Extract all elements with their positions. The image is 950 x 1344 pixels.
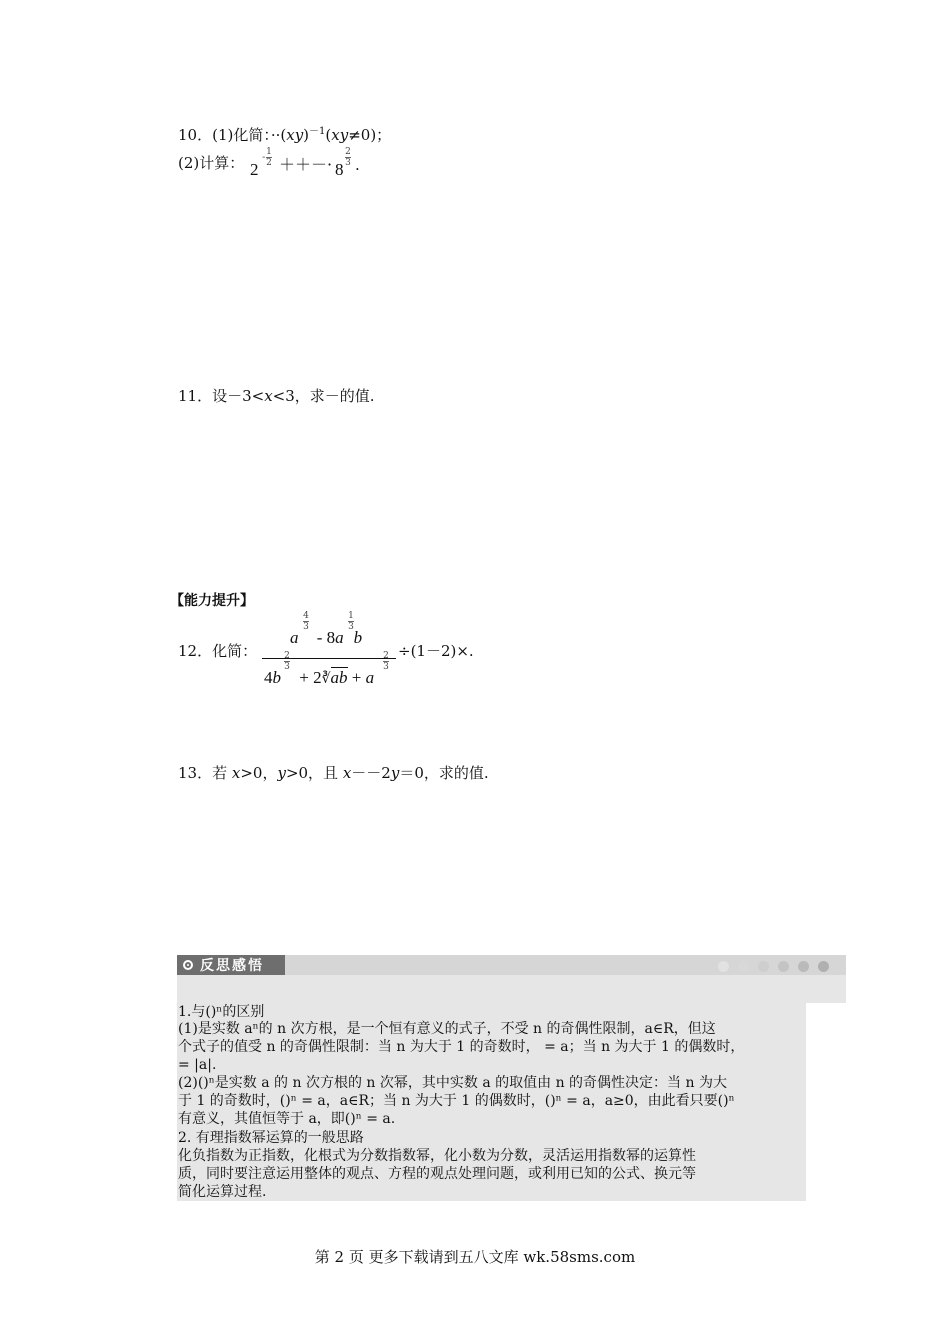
q12-fraction (262, 612, 396, 692)
q10-prefix: 10．(1)化简：··( (178, 126, 287, 144)
q11-var: x (264, 387, 273, 405)
q13-p4: －－2 (351, 764, 391, 782)
q12-den-plus1: + 2 (295, 668, 322, 687)
q10-exp2-fraction (266, 148, 272, 167)
q10-sup: －1 (309, 126, 326, 137)
decorative-dot (738, 961, 749, 972)
reflection-line: 质，同时要注意运用整体的观点、方程的观点处理问题，或利用已知的公式、换元等 (178, 1166, 696, 1182)
q10-exp2-num: 1 (266, 147, 272, 157)
q12-exp-den1-top: 2 (284, 651, 290, 661)
reflection-line: 简化运算过程. (178, 1184, 267, 1200)
q10-exp2-sign: - (262, 152, 266, 163)
decorative-dot (718, 961, 729, 972)
q10-suffix: ≠0)； (348, 126, 392, 144)
q12-suffix: ÷(1－2)×. (398, 642, 474, 660)
q12-num-minus: - 8 (312, 628, 336, 647)
q12-exp-den1 (284, 652, 290, 671)
question-10-line-2 (178, 152, 244, 173)
circle-bullet-icon (183, 960, 193, 970)
q12-exp-num2 (348, 612, 354, 631)
reflection-line (178, 1021, 804, 1037)
q10-xy2: xy (331, 126, 349, 144)
reflection-line: 于 1 的奇数时，()ⁿ = a，a∈R；当 n 为大于 1 的偶数时，()ⁿ = a，a≥0，由此看只要()ⁿ (178, 1093, 735, 1109)
q10-end: . (355, 156, 360, 174)
q10-base-2: 2 (250, 160, 259, 179)
q10-line2-prefix: (2)计算： (178, 154, 245, 172)
q12-exp-num1 (303, 612, 309, 631)
decorative-dot (758, 961, 769, 972)
q10-exp8-fraction (345, 148, 351, 167)
q12-denominator (264, 668, 374, 688)
q12-den-ab: ab (330, 668, 348, 687)
reflection-line-text: (1)是实数 aⁿ的 n 次方根，是一个恒有意义的式子，不受 n 的奇偶性限制，a∈R，但这 (178, 1021, 716, 1037)
q13-x: x (231, 764, 241, 782)
q13-p5: ＝0，求的值. (399, 764, 489, 782)
page-footer: 第 2 页 更多下载请到五八文库 wk.58sms.com (314, 1248, 636, 1266)
question-10-line-1 (178, 124, 391, 145)
q12-prefix: 12．化简： (178, 642, 258, 660)
q13-y2: y (390, 764, 400, 782)
reflection-line: = |a|. (178, 1057, 217, 1073)
decorative-dot (778, 961, 789, 972)
reflection-title: 反思感悟 (200, 958, 264, 974)
q12-exp-num2-bot: 3 (348, 622, 354, 632)
q10-xy: xy (286, 126, 304, 144)
q12-exp-den1-bot: 3 (284, 662, 290, 672)
q12-exp-num1-top: 4 (303, 611, 309, 621)
q13-p3: >0，且 (285, 764, 343, 782)
q13-p1: 13．若 (178, 764, 232, 782)
q10-base-8: 8 (335, 160, 344, 179)
q13-p2: >0， (240, 764, 278, 782)
q13-y: y (277, 764, 286, 782)
q12-den-a: a (365, 668, 375, 687)
section-ability-heading: 【能力提升】 (170, 593, 254, 609)
reflection-line: 2. 有理指数幂运算的一般思路 (178, 1130, 364, 1146)
q12-num-b: b (353, 628, 363, 647)
reflection-strip (177, 975, 846, 1003)
reflection-line: 化负指数为正指数，化根式为分数指数幂，化小数为分数，灵活运用指数幂的运算性 (178, 1148, 696, 1164)
q10-paren: ( (325, 126, 332, 144)
q12-num-a: a (290, 628, 299, 647)
q12-fraction-bar (262, 658, 396, 659)
decorative-dot (818, 961, 829, 972)
q12-exp-num2-top: 1 (348, 611, 354, 621)
reflection-line: 1.与()ⁿ的区别 (178, 1004, 265, 1020)
q12-exp-den2-top: 2 (383, 651, 389, 661)
decorative-dots (718, 961, 829, 972)
reflection-line: (2)()ⁿ是实数 a 的 n 次方根的 n 次幂，其中实数 a 的取值由 n 的奇偶性决定：当 n 为大 (178, 1075, 727, 1091)
q12-den-root: ∛ (321, 672, 331, 687)
q12-exp-num1-bot: 3 (303, 622, 309, 632)
q12-den-plus2: + (347, 668, 366, 687)
reflection-title-tab (177, 955, 285, 975)
reflection-line: 有意义，其值恒等于 a，即()ⁿ = a. (178, 1111, 396, 1127)
q13-x2: x (342, 764, 352, 782)
q10-exp8-den: 3 (345, 158, 351, 168)
q12-exp-den2 (383, 652, 389, 671)
q10-mid: ) (303, 126, 310, 144)
reflection-line: 个式子的值受 n 的奇偶性限制：当 n 为大于 1 的奇数时， = a；当 n 为大于 1 的偶数时， (178, 1039, 745, 1055)
q12-num-a2: a (335, 628, 344, 647)
question-13 (178, 762, 489, 783)
q12-den-4b: 4b (264, 668, 281, 687)
q10-ops: ＋＋－· (279, 155, 333, 174)
q11-prefix: 11．设－3< (178, 387, 265, 405)
q11-suffix: <3，求－的值. (272, 387, 375, 405)
decorative-dot (798, 961, 809, 972)
question-11 (178, 385, 375, 406)
q12-exp-den2-bot: 3 (383, 662, 389, 672)
q10-exp8-num: 2 (345, 147, 351, 157)
q10-exp2-den: 2 (266, 158, 272, 168)
